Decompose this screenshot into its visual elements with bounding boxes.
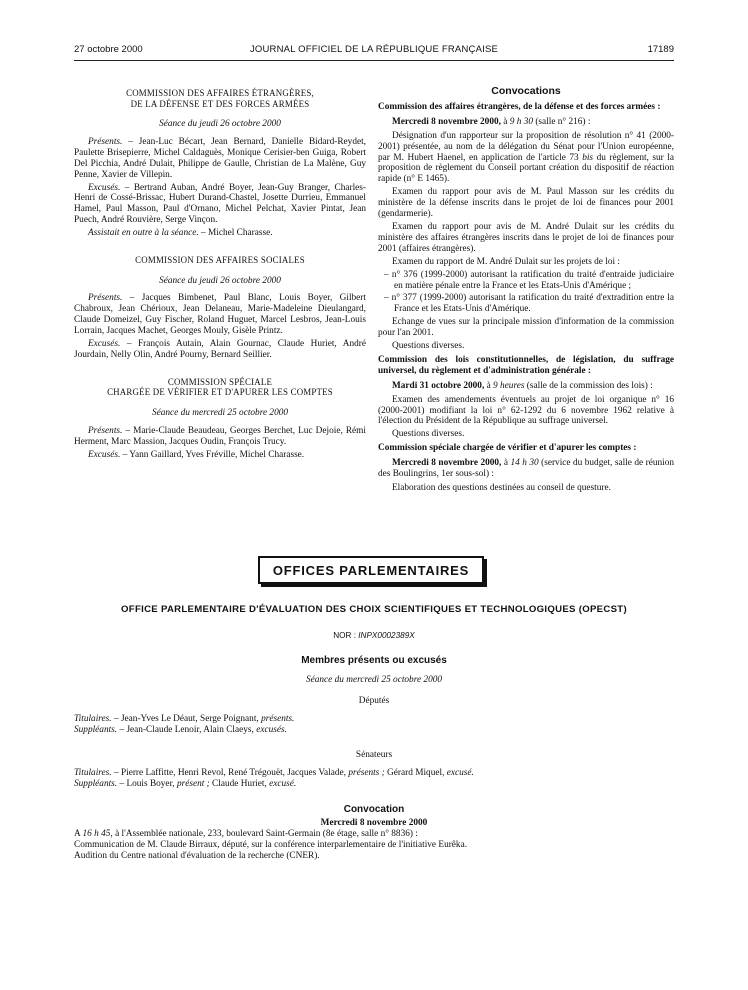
c1-p5: Echange de vues sur la principale mission d'information de la commission pour l'an 2001.: [378, 317, 674, 339]
c3-heading: Commission spéciale chargée de vérifier et d'apurer les comptes :: [378, 443, 637, 454]
c1-p1: Désignation d'un rapporteur sur la proposition de résolution n° 41 (2000-2001) présentée, au nom de la délégation du Sénat pour l'Union européenne, par M. Hubert Haenel, en application de l'article 73 bis du règlement, sur la proposition de règlement du Conseil portant création du dispositif de réaction rapide (n° E 1465).: [378, 130, 674, 185]
journal-title: JOURNAL OFFICIEL DE LA RÉPUBLIQUE FRANÇAISE: [249, 44, 499, 55]
etr-presents: Présents. – Jean-Luc Bécart, Jean Bernard, Danielle Bidard-Reydet, Paulette Brisepierre, Michel Caldaguès, Monique Cerisier-ben Guiga, Robert Del Picchia, André Dulait, Philippe de Gaulle, Christian de La Malène, Guy Penne, Xavier de Villepin.: [74, 136, 366, 180]
header-rule: [74, 60, 674, 61]
c1-date: Mercredi 8 novembre 2000, à 9 h 30 (salle n° 216) :: [392, 116, 591, 127]
c1-p6: Questions diverses.: [392, 341, 465, 352]
spe-title: COMMISSION SPÉCIALE CHARGÉE DE VÉRIFIER ET D'APURER LES COMPTES: [107, 376, 333, 398]
etr-assistait: Assistait en outre à la séance. – Michel Charasse.: [88, 228, 273, 239]
c1-p4: Examen du rapport de M. André Dulait sur les projets de loi :: [392, 256, 620, 267]
etr-excuses: Excusés. – Bertrand Auban, André Boyer, Jean-Guy Branger, Charles-Henri de Cossé-Brissac, Hubert Durand-Chastel, Josette Durrieu, Emmanuel Hamel, Paul Masson, Paul d'Ornano, Michel Pelchat, Xavier Pintat, Jean Puech, André Rouvière, Serge Vinçon.: [74, 182, 366, 226]
convocation-date: Mercredi 8 novembre 2000: [320, 818, 428, 828]
nor-line: NOR : INPX0002389X: [333, 631, 415, 640]
membres-title: Membres présents ou excusés: [301, 655, 447, 666]
soc-title: COMMISSION DES AFFAIRES SOCIALES: [135, 255, 305, 266]
opecst-section: [74, 604, 674, 862]
convocation-title: Convocation: [343, 804, 405, 815]
page-header: [74, 44, 674, 58]
opecst-seance: Séance du mercredi 25 octobre 2000: [305, 675, 443, 685]
deputes-suppleants: Suppléants. – Jean-Claude Lenoir, Alain Claeys, excusés.: [74, 725, 287, 735]
spe-excuses: Excusés. – Yann Gaillard, Yves Fréville, Michel Charasse.: [88, 449, 305, 460]
offices-banner: OFFICES PARLEMENTAIRES: [258, 556, 484, 584]
senateurs-titulaires: Titulaires. – Pierre Laffitte, Henri Revol, René Trégouët, Jacques Valade, présents ; Gérard Miquel, excusé.: [74, 768, 474, 778]
header-date: 27 octobre 2000: [74, 44, 143, 55]
senateurs-suppleants: Suppléants. – Louis Boyer, présent ; Claude Huriet, excusé.: [74, 779, 297, 789]
c1-item-377: – n° 377 (1999-2000) autorisant la ratification du traité d'extradition entre la France et les Etats-Unis d'Amérique.: [384, 293, 674, 315]
page-number: 17189: [647, 44, 674, 55]
convocation-item-2: Audition du Centre national d'évaluation de la recherche (CNER).: [74, 851, 320, 861]
spe-seance: Séance du mercredi 25 octobre 2000: [151, 407, 289, 418]
convocation-lieu: A 16 h 45, à l'Assemblée nationale, 233, boulevard Saint-Germain (8e étage, salle n° 8836) :: [74, 829, 418, 839]
soc-presents: Présents. – Jacques Bimbenet, Paul Blanc, Louis Boyer, Gilbert Chabroux, Jean Chérioux, Jean Delaneau, Marie-Madeleine Dieulangard, Claude Domeizel, Guy Fischer, Roland Huguet, Marcel Lesbros, Jean-Louis Lorrain, Jacques Machet, Georges Mouly, Gisèle Printz.: [74, 293, 366, 337]
convocation-item-1: Communication de M. Claude Birraux, député, sur la conférence interparlementaire de l'initiative Eurêka.: [74, 840, 468, 850]
c2-p1: Examen des amendements éventuels au projet de loi organique n° 16 (2000-2001) modifiant la loi n° 62-1292 du 6 novembre 1962 relative à l'élection du Président de la République au suffrage universel.: [378, 394, 674, 427]
soc-seance: Séance du jeudi 26 octobre 2000: [159, 275, 281, 286]
etr-title: COMMISSION DES AFFAIRES ÉTRANGÈRES, DE LA DÉFENSE ET DES FORCES ARMÉES: [126, 88, 314, 109]
deputes-titulaires: Titulaires. – Jean-Yves Le Déaut, Serge Poignant, présents.: [74, 714, 295, 724]
deputes-label: Députés: [358, 696, 390, 706]
c3-date: Mercredi 8 novembre 2000, à 14 h 30 (service du budget, salle de réunion des Boulingrins, 1er sous-sol) :: [378, 458, 674, 480]
convocations-title: Convocations: [491, 85, 561, 97]
c2-date: Mardi 31 octobre 2000, à 9 heures (salle de la commission des lois) :: [392, 380, 653, 391]
right-column: [378, 86, 674, 496]
soc-excuses: Excusés. – François Autain, Alain Gournac, Claude Huriet, André Jourdain, Nelly Olin, André Pourny, Bernard Seillier.: [74, 339, 366, 360]
etr-seance: Séance du jeudi 26 octobre 2000: [159, 119, 281, 129]
c1-item-376: – n° 376 (1999-2000) autorisant la ratification du traité d'entraide judiciaire en matière pénale entre la France et les Etats-Unis d'Amérique ;: [384, 269, 674, 291]
c1-heading: Commission des affaires étrangères, de la défense et des forces armées :: [378, 101, 661, 112]
c1-p3: Examen du rapport pour avis de M. André Dulait sur les crédits du ministère des affaires étrangères inscrits dans le projet de loi de finances pour 2001 (affaires étrangères).: [378, 221, 674, 254]
c1-p2: Examen du rapport pour avis de M. Paul Masson sur les crédits du ministère de la défense inscrits dans le projet de loi de finances pour 2001 (gendarmerie).: [378, 187, 674, 220]
left-column: [74, 88, 366, 463]
spe-presents: Présents. – Marie-Claude Beaudeau, Georges Berchet, Luc Dejoie, Rémi Herment, Marc Massion, Jacques Oudin, François Trucy.: [74, 425, 366, 447]
office-title: OFFICE PARLEMENTAIRE D'ÉVALUATION DES CHOIX SCIENTIFIQUES ET TECHNOLOGIQUES (OPECST): [121, 604, 627, 615]
senateurs-label: Sénateurs: [355, 750, 393, 760]
c3-p1: Elaboration des questions destinées au conseil de questure.: [392, 483, 611, 493]
c2-heading: Commission des lois constitutionnelles, de législation, du suffrage universel, du règlement et d'administration générale :: [378, 354, 674, 376]
c2-p2: Questions diverses.: [392, 429, 465, 440]
